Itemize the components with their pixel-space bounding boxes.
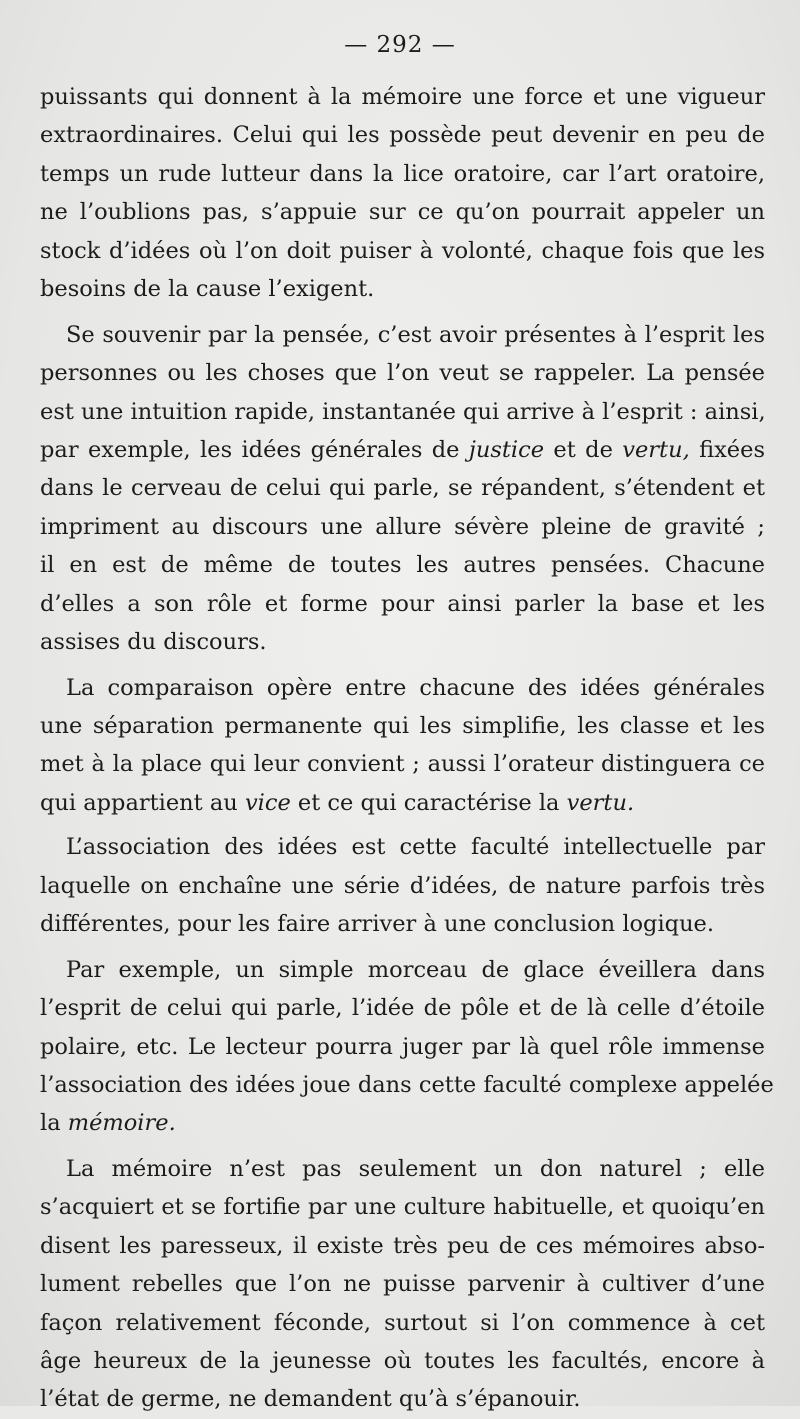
text-line: disent les paresseux, il existe très peu de ces mémoires abso- — [40, 1232, 765, 1259]
text-line: assises du discours. — [40, 629, 267, 656]
italic-term: vertu, — [622, 436, 690, 463]
text-line: d’elles a son rôle et forme pour ainsi parler la base et les — [40, 590, 765, 617]
paragraph — [40, 951, 774, 1143]
page-body-text — [40, 78, 774, 1419]
text-line: qui appartient au vice et ce qui caractérise la vertu. — [40, 789, 635, 816]
text-line: lument rebelles que l’on ne puisse parvenir à cultiver d’une — [40, 1271, 765, 1298]
text-line: âge heureux de la jeunesse où toutes les facultés, encore à — [40, 1348, 765, 1374]
paragraph — [40, 78, 765, 309]
text-line: stock d’idées où l’on doit puiser à volonté, chaque fois que les — [40, 237, 765, 264]
paragraph — [40, 316, 765, 662]
text-line: impriment au discours une allure sévère pleine de gravité ; — [40, 513, 765, 540]
page-number: — 292 — — [344, 32, 456, 58]
text-line: L’association des idées est cette faculté intellectuelle par — [66, 834, 765, 861]
text-line: polaire, etc. Le lecteur pourra juger par là quel rôle immense — [40, 1033, 765, 1060]
text-line: besoins de la cause l’exigent. — [40, 276, 375, 303]
text-line: la mémoire. — [40, 1110, 176, 1137]
text-line: met à la place qui leur convient ; aussi l’orateur distinguera ce — [40, 751, 765, 778]
paragraph — [40, 1150, 765, 1419]
text-line: différentes, pour les faire arriver à une conclusion logique. — [40, 911, 715, 938]
italic-term: vice — [244, 789, 291, 816]
text-line: l’état de germe, ne demandent qu’à s’épanouir. — [40, 1386, 581, 1413]
text-line: une séparation permanente qui les simplifie, les classe et les — [40, 713, 765, 739]
text-line: ne l’oublions pas, s’appuie sur ce qu’on pourrait appeler un — [40, 199, 765, 226]
text-line: s’acquiert et se fortifie par une culture habituelle, et quoiqu’en — [40, 1194, 765, 1221]
text-line: La comparaison opère entre chacune des idées générales — [66, 674, 765, 701]
text-line: Se souvenir par la pensée, c’est avoir présentes à l’esprit les — [66, 321, 765, 348]
text-line: il en est de même de toutes les autres pensées. Chacune — [40, 552, 765, 579]
italic-term: justice — [468, 436, 545, 463]
text-line: puissants qui donnent à la mémoire une force et une vigueur — [40, 84, 765, 110]
text-line: est une intuition rapide, instantanée qui arrive à l’esprit : ainsi, — [40, 398, 766, 425]
italic-term: mémoire. — [67, 1110, 176, 1137]
text-line: personnes ou les choses que l’on veut se rappeler. La pensée — [40, 360, 765, 387]
italic-term: vertu. — [566, 789, 635, 816]
text-line: Par exemple, un simple morceau de glace éveillera dans — [66, 956, 765, 983]
text-line: l’esprit de celui qui parle, l’idée de pôle et de là celle d’étoile — [40, 995, 765, 1022]
paragraph — [40, 828, 765, 943]
text-line: temps un rude lutteur dans la lice oratoire, car l’art oratoire, — [40, 160, 765, 187]
text-line: La mémoire n’est pas seulement un don naturel ; elle — [66, 1155, 765, 1182]
text-line: extraordinaires. Celui qui les possède peut devenir en peu de — [40, 122, 765, 149]
text-line: façon relativement féconde, surtout si l’on commence à cet — [40, 1309, 765, 1336]
text-line: laquelle on enchaîne une série d’idées, de nature parfois très — [40, 872, 765, 899]
text-line: l’association des idées joue dans cette faculté complexe appelée — [40, 1071, 774, 1098]
text-line: par exemple, les idées générales de justice et de vertu, fixées — [40, 436, 765, 463]
text-line: dans le cerveau de celui qui parle, se répandent, s’étendent et — [40, 475, 765, 502]
paragraph — [40, 669, 765, 823]
